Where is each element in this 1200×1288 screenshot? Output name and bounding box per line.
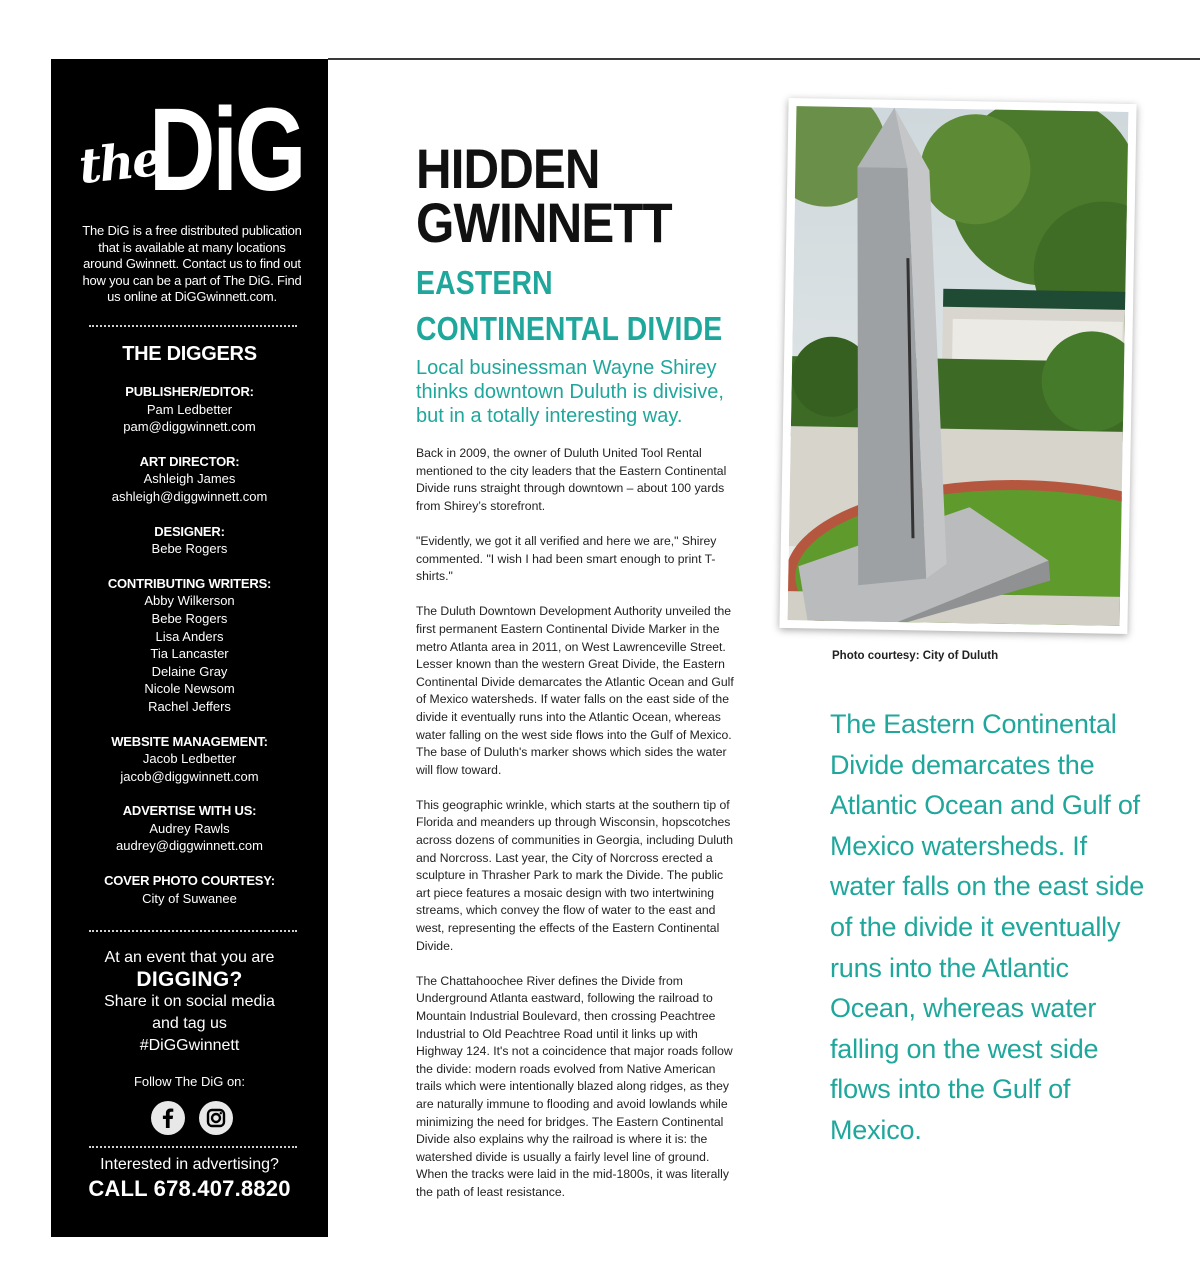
staff-role: WEBSITE MANAGEMENT: — [111, 733, 268, 749]
staff-role: CONTRIBUTING WRITERS: — [107, 575, 272, 591]
staff-name: Lisa Anders — [155, 628, 224, 644]
headline-line: HIDDEN — [416, 137, 600, 200]
staff-role: PUBLISHER/EDITOR: — [125, 384, 254, 399]
logo-dig-text: DiG — [149, 84, 304, 216]
publication-intro: The DiG is a free distributed publication that is available at many locations around Gwinnett. Contact us to find out how you can be a part of The DiG. Find us online at DiGGwinnett.com. — [82, 223, 302, 304]
monument-photo — [779, 98, 1136, 634]
headline-line: GWINNETT — [416, 191, 672, 254]
advertise-question: Interested in advertising? — [100, 1156, 279, 1173]
dotted-divider — [89, 930, 297, 932]
staff-name: Delaine Gray — [151, 663, 228, 679]
staff-name: Bebe Rogers — [151, 541, 228, 557]
staff-group — [51, 523, 328, 558]
logo-the-text: the — [76, 130, 164, 196]
page-title — [416, 137, 672, 254]
advertise-phone: CALL 678.407.8820 — [88, 1176, 291, 1201]
staff-name: Tia Lancaster — [150, 646, 229, 662]
staff-name: pam@diggwinnett.com — [123, 419, 256, 435]
body-paragraph: The Chattahoochee River defines the Divide from Underground Atlanta eastward, following the railroad to Mountain Industrial Boulevard, then crossing Peachtree Industrial to Old Peachtree Road until it links up with Highway 124. It's not a coincidence that major roads follow the divide: modern roads evolved from Native American trails which were intentionally blazed along ridges, as they are naturally immune to flooding and avoid lowlands while minimizing the need for bridges. The Eastern Continental Divide also explains why the railroad is where it is: the watershed divide is usually a fairly level line of ground. When the tracks were laid in the mid-1800s, it was literally the path of least resistance. — [416, 973, 733, 1199]
staff-name: City of Suwanee — [142, 890, 237, 906]
dotted-divider — [89, 325, 297, 327]
body-paragraph: This geographic wrinkle, which starts at the southern tip of Florida and meanders up through Wisconsin, hopscotches across dozens of communities in Georgia, including Duluth and Norcross. Last year, the City of Norcross erected a sculpture in Thrasher Park to mark the Divide. The public art piece features a mosaic design with two intertwining streams, which convey the flow of water to the east and west, representing the effects of the Eastern Continental Divide. — [416, 797, 734, 953]
subtitle-line: EASTERN — [416, 264, 553, 301]
event-callout — [51, 947, 328, 1057]
article-deck: Local businessman Wayne Shirey thinks downtown Duluth is divisive, but in a totally interesting way. — [416, 357, 724, 427]
body-paragraph: "Evidently, we got it all verified and here we are," Shirey commented. "I wish I had been smart enough to print T-shirts." — [416, 533, 717, 584]
staff-name: audrey@diggwinnett.com — [116, 838, 263, 854]
staff-name: ashleigh@diggwinnett.com — [111, 488, 268, 504]
event-line: At an event that you are — [104, 949, 275, 966]
staff-role: COVER PHOTO COURTESY: — [104, 873, 275, 889]
staff-group — [51, 453, 328, 506]
staff-group — [51, 383, 328, 436]
staff-name: jacob@diggwinnett.com — [120, 768, 259, 784]
staff-role: ART DIRECTOR: — [139, 453, 240, 469]
staff-group — [51, 575, 328, 716]
staff-list — [51, 383, 328, 924]
staff-role: DESIGNER: — [154, 523, 225, 539]
staff-name: Jacob Ledbetter — [142, 751, 237, 767]
follow-label: Follow The DiG on: — [133, 1074, 246, 1089]
staff-group — [51, 872, 328, 907]
staff-group — [51, 733, 328, 786]
staff-name: Abby Wilkerson — [144, 593, 235, 609]
staff-name: Nicole Newsom — [144, 681, 235, 697]
photo-caption: Photo courtesy: City of Duluth — [832, 650, 999, 662]
staff-role: ADVERTISE WITH US: — [122, 803, 257, 819]
staff-name: Rachel Jeffers — [148, 698, 231, 714]
staff-name: Audrey Rawls — [149, 820, 230, 836]
staff-group — [51, 802, 328, 855]
event-line: Share it on social media — [104, 993, 275, 1010]
diggers-heading: THE DIGGERS — [122, 343, 257, 365]
body-paragraph: Back in 2009, the owner of Duluth United Tool Rental mentioned to the city leaders that the Eastern Continental Divide runs straight through downtown – about 100 yards from Shirey’s storefront. — [416, 446, 727, 513]
event-line: and tag us — [152, 1015, 227, 1032]
pull-quote: The Eastern Continental Divide demarcates the Atlantic Ocean and Gulf of Mexico watersheds. If water falls on the east side of the divide it eventually runs into the Atlantic Ocean, whereas water falling on the west side flows into the Gulf of Mexico. — [830, 709, 1145, 1145]
staff-name: Pam Ledbetter — [146, 401, 233, 417]
dotted-divider — [89, 1146, 297, 1148]
subtitle-line: CONTINENTAL DIVIDE — [416, 310, 723, 347]
facebook-icon[interactable] — [151, 1101, 185, 1135]
event-hashtag: #DiGGwinnett — [139, 1037, 240, 1054]
event-digging: DIGGING? — [136, 968, 243, 991]
instagram-icon[interactable] — [199, 1101, 233, 1135]
body-paragraph: The Duluth Downtown Development Authority unveiled the first permanent Eastern Continental Divide Marker in the metro Atlanta area in 2011, on West Lawrenceville Street. Lesser known than the western Great Divide, the Eastern Continental Divide demarcates the Atlantic Ocean and Gulf of Mexico watersheds. If water falls on the east side of the divide it eventually runs into the Atlantic Ocean, whereas water falling on the west side flows into the Gulf of Mexico. The base of Duluth's marker shows which sides the water will flow toward. — [416, 604, 734, 777]
staff-name: Ashleigh James — [143, 471, 236, 487]
top-rule — [328, 58, 1200, 60]
article-body — [416, 445, 740, 1219]
masthead-sidebar — [51, 59, 328, 1237]
article-subtitle — [416, 260, 722, 352]
the-dig-logo — [76, 84, 309, 216]
staff-name: Bebe Rogers — [151, 610, 228, 626]
